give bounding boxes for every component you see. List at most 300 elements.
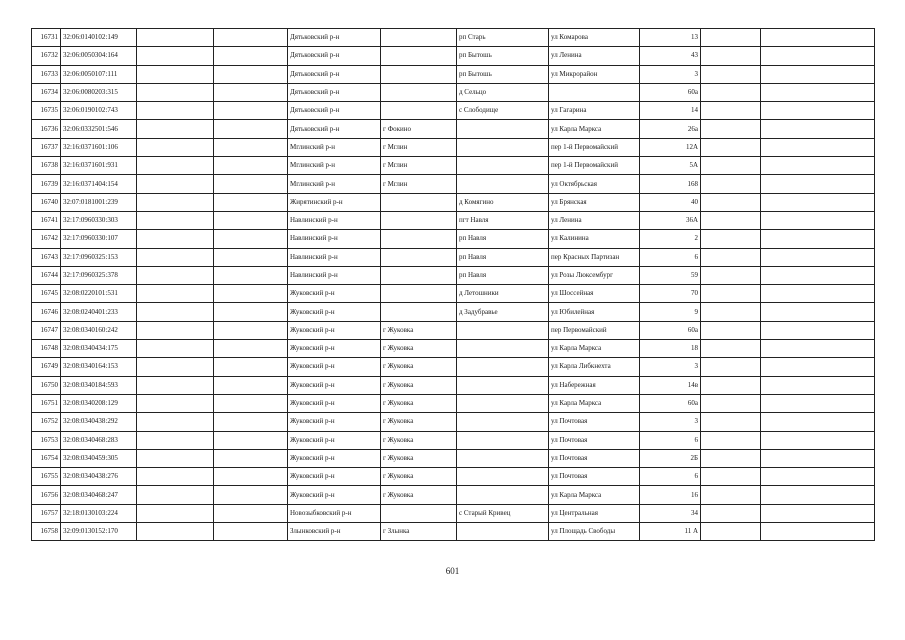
locality-cell	[457, 486, 549, 504]
empty-cell	[137, 47, 214, 65]
table-row	[32, 340, 875, 358]
district-cell: Мглинский р-н	[288, 138, 381, 156]
empty-cell	[137, 413, 214, 431]
cadastral-number-cell: 32:08:0340184:593	[61, 376, 137, 394]
district-cell: Новозыбковский р-н	[288, 504, 381, 522]
district-cell: Дятьковский р-н	[288, 120, 381, 138]
cadastral-number-cell: 32:08:0340434:175	[61, 340, 137, 358]
locality-cell	[457, 120, 549, 138]
cadastral-number-cell: 32:06:0140102:149	[61, 29, 137, 47]
city-cell: г Жуковка	[381, 394, 457, 412]
row-number-cell: 16735	[32, 102, 61, 120]
table-row	[32, 47, 875, 65]
district-cell: Мглинский р-н	[288, 175, 381, 193]
district-cell: Жуковский р-н	[288, 303, 381, 321]
empty-cell	[137, 248, 214, 266]
empty-cell	[214, 65, 288, 83]
empty-cell	[137, 303, 214, 321]
street-cell: ул Розы Люксембург	[549, 266, 640, 284]
city-cell: г Жуковка	[381, 358, 457, 376]
locality-cell: пгт Навля	[457, 211, 549, 229]
empty-cell	[214, 285, 288, 303]
street-cell: ул Карла Маркса	[549, 486, 640, 504]
empty-cell	[214, 138, 288, 156]
empty-cell	[137, 29, 214, 47]
city-cell	[381, 65, 457, 83]
empty-cell	[761, 175, 875, 193]
empty-cell	[137, 83, 214, 101]
empty-cell	[214, 321, 288, 339]
empty-cell	[701, 468, 761, 486]
city-cell	[381, 29, 457, 47]
empty-cell	[701, 431, 761, 449]
district-cell: Дятьковский р-н	[288, 83, 381, 101]
empty-cell	[701, 486, 761, 504]
house-number-cell: 43	[640, 47, 701, 65]
district-cell: Жуковский р-н	[288, 449, 381, 467]
row-number-cell: 16755	[32, 468, 61, 486]
empty-cell	[761, 230, 875, 248]
row-number-cell: 16745	[32, 285, 61, 303]
empty-cell	[761, 266, 875, 284]
table-row	[32, 120, 875, 138]
locality-cell	[457, 138, 549, 156]
city-cell: г Жуковка	[381, 340, 457, 358]
empty-cell	[137, 285, 214, 303]
locality-cell: рп Навля	[457, 230, 549, 248]
empty-cell	[761, 431, 875, 449]
house-number-cell: 11 А	[640, 523, 701, 541]
cadastral-number-cell: 32:06:0332501:546	[61, 120, 137, 138]
empty-cell	[761, 394, 875, 412]
empty-cell	[761, 413, 875, 431]
house-number-cell: 3	[640, 65, 701, 83]
house-number-cell: 34	[640, 504, 701, 522]
empty-cell	[761, 102, 875, 120]
empty-cell	[214, 449, 288, 467]
district-cell: Навлинский р-н	[288, 211, 381, 229]
empty-cell	[701, 449, 761, 467]
empty-cell	[701, 321, 761, 339]
street-cell: ул Почтовая	[549, 431, 640, 449]
street-cell: ул Карла Маркса	[549, 340, 640, 358]
row-number-cell: 16731	[32, 29, 61, 47]
city-cell: г Жуковка	[381, 431, 457, 449]
row-number-cell: 16740	[32, 193, 61, 211]
cadastral-number-cell: 32:17:0960330:107	[61, 230, 137, 248]
table-row	[32, 193, 875, 211]
city-cell: г Жуковка	[381, 468, 457, 486]
empty-cell	[701, 65, 761, 83]
cadastral-number-cell: 32:08:0240401:233	[61, 303, 137, 321]
empty-cell	[701, 193, 761, 211]
empty-cell	[137, 321, 214, 339]
street-cell: ул Площадь Свободы	[549, 523, 640, 541]
row-number-cell: 16753	[32, 431, 61, 449]
city-cell	[381, 193, 457, 211]
street-cell: пер Первомайский	[549, 321, 640, 339]
table-row	[32, 431, 875, 449]
street-cell: ул Брянская	[549, 193, 640, 211]
house-number-cell: 13	[640, 29, 701, 47]
locality-cell	[457, 157, 549, 175]
empty-cell	[214, 157, 288, 175]
empty-cell	[137, 266, 214, 284]
house-number-cell: 26а	[640, 120, 701, 138]
district-cell: Навлинский р-н	[288, 248, 381, 266]
empty-cell	[137, 193, 214, 211]
house-number-cell: 60а	[640, 83, 701, 101]
locality-cell: д Комягино	[457, 193, 549, 211]
empty-cell	[701, 358, 761, 376]
empty-cell	[214, 193, 288, 211]
empty-cell	[761, 303, 875, 321]
empty-cell	[214, 486, 288, 504]
city-cell	[381, 266, 457, 284]
city-cell	[381, 230, 457, 248]
house-number-cell: 168	[640, 175, 701, 193]
empty-cell	[137, 230, 214, 248]
locality-cell	[457, 394, 549, 412]
city-cell	[381, 303, 457, 321]
street-cell: ул Карла Маркса	[549, 120, 640, 138]
empty-cell	[761, 193, 875, 211]
locality-cell	[457, 358, 549, 376]
district-cell: Жуковский р-н	[288, 340, 381, 358]
empty-cell	[214, 303, 288, 321]
empty-cell	[701, 230, 761, 248]
cadastral-number-cell: 32:08:0340160:242	[61, 321, 137, 339]
table-row	[32, 175, 875, 193]
empty-cell	[137, 65, 214, 83]
cadastral-number-cell: 32:17:0960330:303	[61, 211, 137, 229]
cadastral-number-cell: 32:07:0181001:239	[61, 193, 137, 211]
empty-cell	[761, 285, 875, 303]
city-cell: г Мглин	[381, 175, 457, 193]
empty-cell	[761, 211, 875, 229]
house-number-cell: 9	[640, 303, 701, 321]
empty-cell	[137, 138, 214, 156]
locality-cell: рп Навля	[457, 248, 549, 266]
cadastral-number-cell: 32:08:0220101:531	[61, 285, 137, 303]
row-number-cell: 16751	[32, 394, 61, 412]
empty-cell	[701, 157, 761, 175]
city-cell	[381, 83, 457, 101]
city-cell: г Жуковка	[381, 376, 457, 394]
street-cell: ул Почтовая	[549, 413, 640, 431]
row-number-cell: 16736	[32, 120, 61, 138]
district-cell: Жуковский р-н	[288, 394, 381, 412]
empty-cell	[214, 248, 288, 266]
table-row	[32, 449, 875, 467]
table-row	[32, 211, 875, 229]
district-cell: Жуковский р-н	[288, 321, 381, 339]
empty-cell	[761, 65, 875, 83]
empty-cell	[701, 394, 761, 412]
row-number-cell: 16754	[32, 449, 61, 467]
empty-cell	[137, 431, 214, 449]
cadastral-number-cell: 32:08:0340468:283	[61, 431, 137, 449]
table-row	[32, 285, 875, 303]
empty-cell	[214, 175, 288, 193]
empty-cell	[214, 29, 288, 47]
street-cell	[549, 83, 640, 101]
house-number-cell: 6	[640, 431, 701, 449]
table-row	[32, 157, 875, 175]
empty-cell	[761, 321, 875, 339]
street-cell: ул Ленина	[549, 211, 640, 229]
cadastral-number-cell: 32:17:0960325:378	[61, 266, 137, 284]
empty-cell	[137, 211, 214, 229]
district-cell: Жуковский р-н	[288, 486, 381, 504]
empty-cell	[214, 211, 288, 229]
registry-body	[32, 29, 875, 541]
cadastral-number-cell: 32:09:0130152:170	[61, 523, 137, 541]
table-row	[32, 504, 875, 522]
empty-cell	[701, 266, 761, 284]
table-row	[32, 413, 875, 431]
house-number-cell: 12А	[640, 138, 701, 156]
table-row	[32, 321, 875, 339]
city-cell: г Жуковка	[381, 413, 457, 431]
empty-cell	[701, 248, 761, 266]
cadastral-number-cell: 32:08:0340438:292	[61, 413, 137, 431]
district-cell: Жирятинский р-н	[288, 193, 381, 211]
house-number-cell: 14	[640, 102, 701, 120]
district-cell: Дятьковский р-н	[288, 29, 381, 47]
locality-cell: д Летошники	[457, 285, 549, 303]
empty-cell	[761, 340, 875, 358]
locality-cell	[457, 321, 549, 339]
city-cell: г Жуковка	[381, 321, 457, 339]
empty-cell	[137, 468, 214, 486]
city-cell	[381, 47, 457, 65]
house-number-cell: 60а	[640, 394, 701, 412]
empty-cell	[761, 523, 875, 541]
district-cell: Жуковский р-н	[288, 376, 381, 394]
city-cell	[381, 211, 457, 229]
locality-cell	[457, 523, 549, 541]
row-number-cell: 16748	[32, 340, 61, 358]
empty-cell	[137, 523, 214, 541]
row-number-cell: 16758	[32, 523, 61, 541]
cadastral-number-cell: 32:17:0960325:153	[61, 248, 137, 266]
table-row	[32, 358, 875, 376]
street-cell: ул Комарова	[549, 29, 640, 47]
street-cell: пер 1-й Первомайский	[549, 138, 640, 156]
district-cell: Дятьковский р-н	[288, 65, 381, 83]
empty-cell	[701, 120, 761, 138]
city-cell: г Жуковка	[381, 449, 457, 467]
row-number-cell: 16746	[32, 303, 61, 321]
city-cell	[381, 102, 457, 120]
street-cell: ул Карла Маркса	[549, 394, 640, 412]
cadastral-number-cell: 32:08:0340468:247	[61, 486, 137, 504]
empty-cell	[214, 358, 288, 376]
district-cell: Мглинский р-н	[288, 157, 381, 175]
empty-cell	[701, 211, 761, 229]
row-number-cell: 16743	[32, 248, 61, 266]
city-cell: г Мглин	[381, 157, 457, 175]
row-number-cell: 16732	[32, 47, 61, 65]
empty-cell	[137, 394, 214, 412]
city-cell: г Злынка	[381, 523, 457, 541]
empty-cell	[214, 102, 288, 120]
locality-cell: д Задубравье	[457, 303, 549, 321]
cadastral-number-cell: 32:08:0340438:276	[61, 468, 137, 486]
empty-cell	[137, 102, 214, 120]
empty-cell	[137, 157, 214, 175]
house-number-cell: 60а	[640, 321, 701, 339]
row-number-cell: 16744	[32, 266, 61, 284]
empty-cell	[761, 83, 875, 101]
district-cell: Дятьковский р-н	[288, 102, 381, 120]
district-cell: Злынковский р-н	[288, 523, 381, 541]
locality-cell: с Старый Кривец	[457, 504, 549, 522]
table-row	[32, 394, 875, 412]
empty-cell	[761, 120, 875, 138]
empty-cell	[701, 83, 761, 101]
table-row	[32, 230, 875, 248]
empty-cell	[137, 175, 214, 193]
table-row	[32, 65, 875, 83]
empty-cell	[214, 523, 288, 541]
row-number-cell: 16752	[32, 413, 61, 431]
empty-cell	[137, 504, 214, 522]
district-cell: Навлинский р-н	[288, 266, 381, 284]
locality-cell	[457, 449, 549, 467]
empty-cell	[761, 248, 875, 266]
empty-cell	[761, 449, 875, 467]
city-cell	[381, 504, 457, 522]
cadastral-number-cell: 32:08:0340459:305	[61, 449, 137, 467]
house-number-cell: 70	[640, 285, 701, 303]
empty-cell	[137, 376, 214, 394]
cadastral-number-cell: 32:06:0050107:111	[61, 65, 137, 83]
cadastral-number-cell: 32:08:0340164:153	[61, 358, 137, 376]
house-number-cell: 2	[640, 230, 701, 248]
empty-cell	[214, 83, 288, 101]
empty-cell	[214, 340, 288, 358]
table-row	[32, 376, 875, 394]
district-cell: Жуковский р-н	[288, 413, 381, 431]
empty-cell	[214, 120, 288, 138]
street-cell: ул Калинина	[549, 230, 640, 248]
locality-cell	[457, 468, 549, 486]
row-number-cell: 16750	[32, 376, 61, 394]
table-row	[32, 83, 875, 101]
cadastral-number-cell: 32:16:0371601:931	[61, 157, 137, 175]
row-number-cell: 16734	[32, 83, 61, 101]
city-cell	[381, 248, 457, 266]
row-number-cell: 16757	[32, 504, 61, 522]
empty-cell	[137, 449, 214, 467]
empty-cell	[137, 358, 214, 376]
house-number-cell: 6	[640, 468, 701, 486]
street-cell: ул Октябрьская	[549, 175, 640, 193]
table-row	[32, 138, 875, 156]
street-cell: ул Почтовая	[549, 468, 640, 486]
empty-cell	[214, 230, 288, 248]
city-cell: г Жуковка	[381, 486, 457, 504]
table-row	[32, 266, 875, 284]
city-cell: г Мглин	[381, 138, 457, 156]
empty-cell	[214, 47, 288, 65]
locality-cell: д Сельцо	[457, 83, 549, 101]
table-row	[32, 468, 875, 486]
empty-cell	[761, 504, 875, 522]
city-cell: г Фокино	[381, 120, 457, 138]
house-number-cell: 3	[640, 358, 701, 376]
cadastral-number-cell: 32:16:0371404:154	[61, 175, 137, 193]
empty-cell	[701, 376, 761, 394]
empty-cell	[761, 376, 875, 394]
street-cell: ул Набережная	[549, 376, 640, 394]
empty-cell	[137, 340, 214, 358]
page-number: 601	[445, 566, 460, 576]
locality-cell: с Слободище	[457, 102, 549, 120]
house-number-cell: 14в	[640, 376, 701, 394]
row-number-cell: 16742	[32, 230, 61, 248]
empty-cell	[214, 266, 288, 284]
row-number-cell: 16738	[32, 157, 61, 175]
empty-cell	[701, 29, 761, 47]
house-number-cell: 59	[640, 266, 701, 284]
empty-cell	[761, 138, 875, 156]
row-number-cell: 16739	[32, 175, 61, 193]
table-row	[32, 248, 875, 266]
cadastral-number-cell: 32:06:0050304:164	[61, 47, 137, 65]
row-number-cell: 16756	[32, 486, 61, 504]
row-number-cell: 16733	[32, 65, 61, 83]
locality-cell: рп Бытошь	[457, 65, 549, 83]
empty-cell	[761, 358, 875, 376]
street-cell: ул Центральная	[549, 504, 640, 522]
empty-cell	[701, 413, 761, 431]
cadastral-number-cell: 32:16:0371601:106	[61, 138, 137, 156]
empty-cell	[761, 157, 875, 175]
empty-cell	[214, 394, 288, 412]
empty-cell	[761, 486, 875, 504]
table-row	[32, 523, 875, 541]
house-number-cell: 3	[640, 413, 701, 431]
street-cell: пер Красных Партизан	[549, 248, 640, 266]
district-cell: Дятьковский р-н	[288, 47, 381, 65]
locality-cell	[457, 376, 549, 394]
street-cell: ул Гагарина	[549, 102, 640, 120]
district-cell: Жуковский р-н	[288, 358, 381, 376]
empty-cell	[701, 175, 761, 193]
locality-cell: рп Бытошь	[457, 47, 549, 65]
locality-cell	[457, 413, 549, 431]
empty-cell	[761, 47, 875, 65]
empty-cell	[701, 303, 761, 321]
empty-cell	[214, 431, 288, 449]
house-number-cell: 6	[640, 248, 701, 266]
house-number-cell: 18	[640, 340, 701, 358]
cadastral-number-cell: 32:08:0340208:129	[61, 394, 137, 412]
cadastral-number-cell: 32:18:0130103:224	[61, 504, 137, 522]
table-row	[32, 486, 875, 504]
empty-cell	[701, 102, 761, 120]
city-cell	[381, 285, 457, 303]
locality-cell	[457, 340, 549, 358]
district-cell: Навлинский р-н	[288, 230, 381, 248]
street-cell: ул Карла Либкнехта	[549, 358, 640, 376]
empty-cell	[214, 504, 288, 522]
table-row	[32, 303, 875, 321]
street-cell: ул Юбилейная	[549, 303, 640, 321]
